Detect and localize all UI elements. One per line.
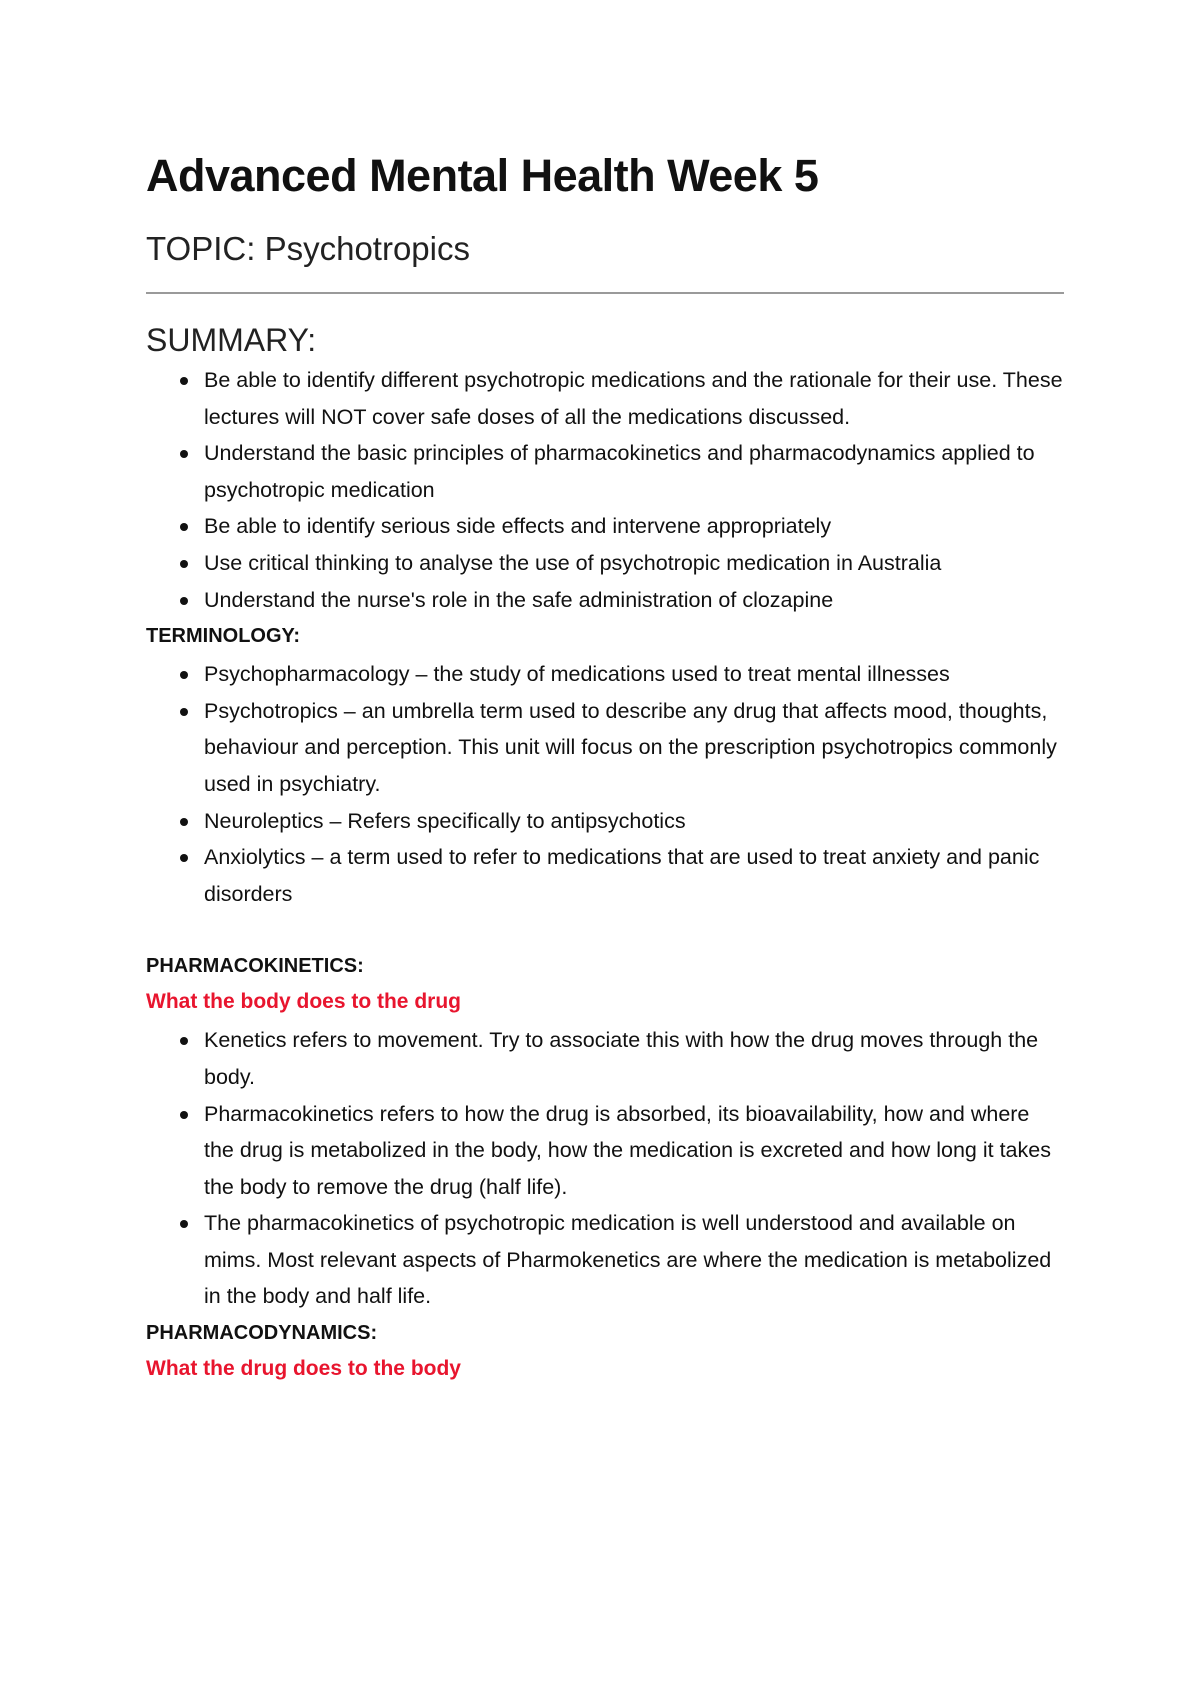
pharmacodynamics-heading: PHARMACODYNAMICS:: [146, 1322, 378, 1345]
list-item: Use critical thinking to analyse the use of psychotropic medication in Australia: [204, 545, 1064, 582]
list-item: Be able to identify serious side effects and intervene appropriately: [204, 508, 1064, 545]
list-item: The pharmacokinetics of psychotropic medication is well understood and available on mims. Most relevant aspects of Pharmokenetics are where the medication is metabolized in the body and half life.: [204, 1205, 1064, 1315]
list-item: Neuroleptics – Refers specifically to antipsychotics: [204, 803, 1064, 840]
pharmacokinetics-subheading: What the body does to the drug: [146, 990, 461, 1014]
list-item: Be able to identify different psychotropic medications and the rationale for their use. These lectures will NOT cover safe doses of all the medications discussed.: [204, 362, 1064, 435]
pharmacodynamics-subheading: What the drug does to the body: [146, 1357, 461, 1381]
list-item: Anxiolytics – a term used to refer to medications that are used to treat anxiety and panic disorders: [204, 839, 1064, 912]
terminology-list: [146, 656, 1064, 912]
terminology-heading: TERMINOLOGY:: [146, 625, 301, 648]
summary-heading: SUMMARY:: [146, 322, 317, 358]
list-item: Understand the basic principles of pharmacokinetics and pharmacodynamics applied to psychotropic medication: [204, 435, 1064, 508]
list-item: Understand the nurse's role in the safe administration of clozapine: [204, 582, 1064, 619]
divider: [146, 292, 1064, 294]
pharmacokinetics-heading: PHARMACOKINETICS:: [146, 955, 364, 978]
pharmacokinetics-list: [146, 1022, 1064, 1315]
list-item: Psychopharmacology – the study of medications used to treat mental illnesses: [204, 656, 1064, 693]
topic-heading: TOPIC: Psychotropics: [146, 230, 470, 267]
summary-list: [146, 362, 1064, 618]
document-title: Advanced Mental Health Week 5: [146, 150, 819, 201]
list-item: Kenetics refers to movement. Try to associate this with how the drug moves through the body.: [204, 1022, 1064, 1095]
list-item: Psychotropics – an umbrella term used to describe any drug that affects mood, thoughts, behaviour and perception. This unit will focus on the prescription psychotropics commonly used in psychiatry.: [204, 693, 1064, 803]
list-item: Pharmacokinetics refers to how the drug is absorbed, its bioavailability, how and where the drug is metabolized in the body, how the medication is excreted and how long it takes the body to remove the drug (half life).: [204, 1096, 1064, 1206]
